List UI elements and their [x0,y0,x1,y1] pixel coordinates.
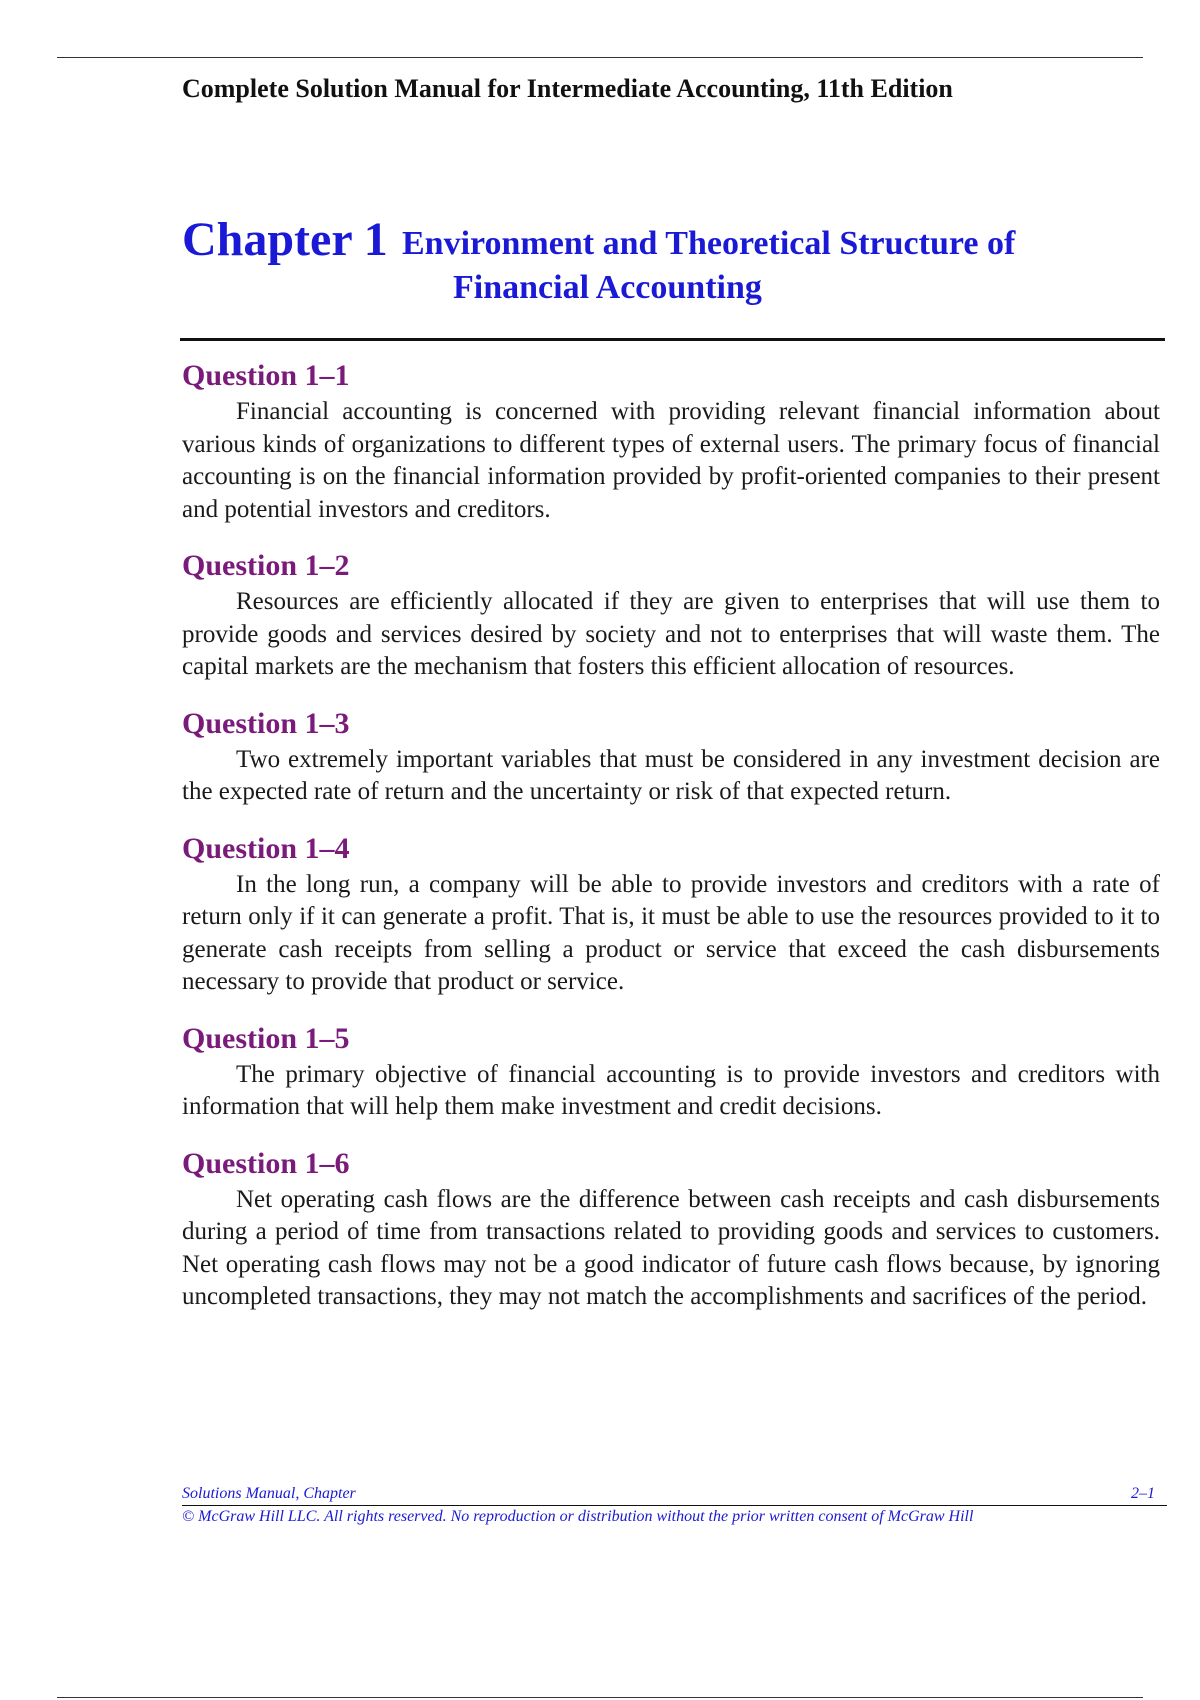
question-answer: Two extremely important variables that must be considered in any investment decision are the expected rate of return and the uncertainty or risk of that expected return. [182,745,1160,805]
question-block [182,548,1160,684]
question-answer: In the long run, a company will be able to provide investors and creditors with a rate of return only if it can generate a profit. That is, it must be able to use the resources provided to it to generate cash receipts from selling a product or service that exceed the cash disbursements necessary to provide that product or service. [182,870,1160,995]
page-footer [182,1483,1167,1526]
footer-top-line [182,1483,1167,1505]
chapter-label: Chapter 1 [182,213,388,266]
footer-copyright: © McGraw Hill LLC. All rights reserved. No reproduction or distribution without the prior written consent of McGraw Hill [182,1508,974,1525]
question-heading: Question 1–5 [182,1021,350,1055]
question-answer: Financial accounting is concerned with providing relevant financial information about various kinds of organizations to different types of external users. The primary focus of financial accounting is on the financial information provided by profit-oriented companies to their present and potential investors and creditors. [182,398,1160,523]
question-block [182,831,1160,999]
footer-manual-label: Solutions Manual, Chapter [182,1485,356,1502]
question-heading: Question 1–4 [182,831,350,865]
question-heading: Question 1–6 [182,1146,350,1180]
question-heading: Question 1–2 [182,549,350,582]
chapter-title-divider [180,338,1165,341]
top-divider [57,57,1143,58]
question-block [182,1146,1160,1314]
document-header-title: Complete Solution Manual for Intermediate Accounting, 11th Edition [182,74,953,103]
footer-divider [182,1505,1167,1506]
chapter-name-line2: Financial Accounting [453,269,762,306]
question-answer: Net operating cash flows are the difference between cash receipts and cash disbursements during a period of time from transactions related to providing goods and services to customers. Net operating cash flows may not be a good indicator of future cash flows because, by ignoring uncompleted transactions, they may not match the accomplishments and sacrifices of the period. [182,1185,1160,1310]
question-heading: Question 1–3 [182,706,350,740]
question-block [182,358,1160,526]
questions-section [182,358,1160,1336]
question-block [182,1021,1160,1124]
question-answer: Resources are efficiently allocated if they are given to enterprises that will use them to provide goods and services desired by society and not to enterprises that will waste them. The capital markets are the mechanism that fosters this efficient allocation of resources. [182,588,1160,680]
chapter-name-line1: Environment and Theoretical Structure of [402,225,1016,262]
question-block [182,706,1160,809]
question-heading: Question 1–1 [182,359,350,392]
footer-page-number: 2–1 [1131,1485,1155,1502]
bottom-divider [57,1697,1143,1698]
question-answer: The primary objective of financial accounting is to provide investors and creditors with information that will help them make investment and credit decisions. [182,1060,1160,1120]
